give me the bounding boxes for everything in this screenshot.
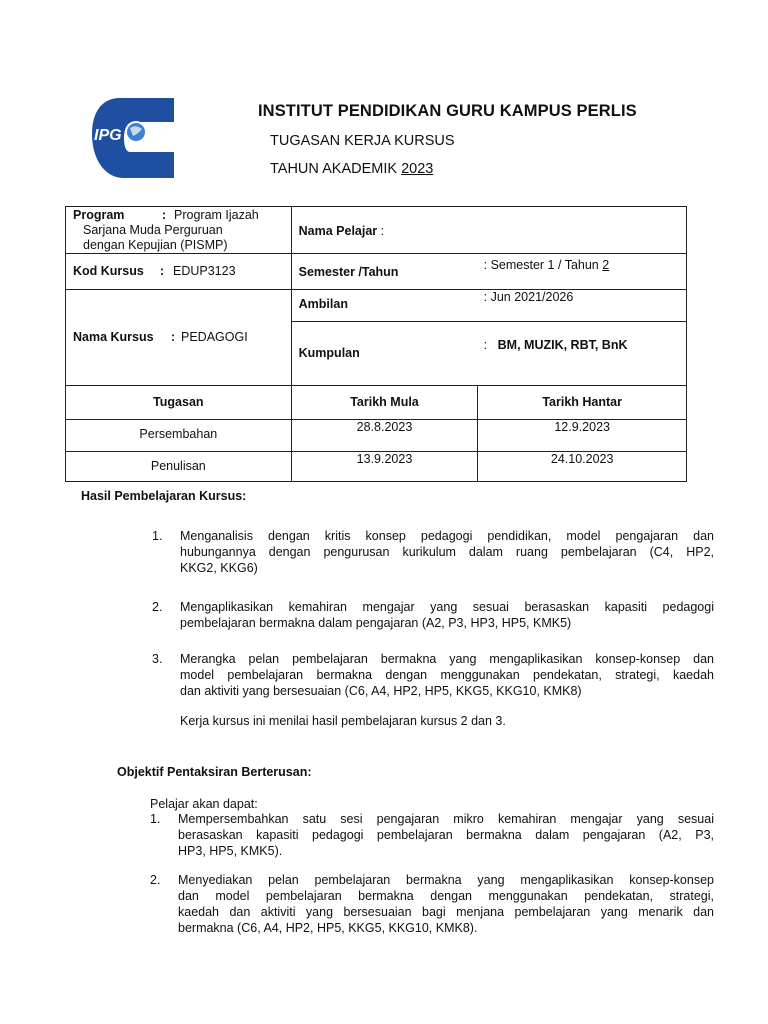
- objective-line: dan model pembelajaran bermakna dengan menggunakan pendekatan, strategi,: [178, 889, 714, 903]
- student-name-cell: [291, 207, 686, 254]
- outcome-item-1: [152, 528, 714, 576]
- student-name-sep: :: [380, 224, 385, 238]
- objective-line: Mempersembahkan satu sesi pengajaran mikro kemahiran mengajar yang sesuai: [178, 812, 714, 826]
- tasks-header-name-text: Tugasan: [153, 395, 204, 409]
- group-label: Kumpulan: [298, 346, 360, 360]
- outcomes-title: Hasil Pembelajaran Kursus:: [81, 489, 247, 503]
- group-cell: [291, 322, 686, 386]
- tasks-header-submit: [478, 386, 687, 420]
- course-name-sep: :: [171, 330, 176, 344]
- objectives-title: Objektif Pentaksiran Berterusan:: [117, 765, 312, 779]
- semester-value: [484, 258, 610, 272]
- program-line3: dengan Kepujian (PISMP): [83, 238, 228, 252]
- semester-label: Semester /Tahun: [298, 265, 399, 279]
- objective-line: HP3, HP5, KMK5).: [178, 844, 283, 858]
- course-code-sep: :: [160, 264, 165, 278]
- task-name: Persembahan: [139, 427, 218, 441]
- objective-number: 1.: [150, 812, 161, 826]
- outcome-line: Merangka pelan pembelajaran bermakna yang mengaplikasikan konsep-konsep dan: [180, 652, 714, 666]
- semester-value-year: 2: [602, 258, 610, 272]
- outcome-number: 3.: [152, 652, 163, 666]
- group-sep: :: [483, 338, 488, 352]
- outcome-line: model pembelajaran bermakna dengan menggunakan pendekatan, strategi, kaedah: [180, 668, 714, 682]
- task-submit-date: 24.10.2023: [550, 452, 614, 466]
- outcome-item-3: [152, 651, 714, 699]
- table-row: [66, 420, 687, 452]
- institute-title: INSTITUT PENDIDIKAN GURU KAMPUS PERLIS: [258, 102, 637, 120]
- outcome-line: KKG2, KKG6): [180, 561, 258, 575]
- outcome-line: Menganalisis dengan kritis konsep pedagogi pendidikan, model pengajaran dan: [180, 529, 714, 543]
- program-line2: Sarjana Muda Perguruan: [83, 223, 223, 237]
- objective-item-2: [150, 872, 714, 936]
- student-name: [299, 224, 385, 238]
- outcome-item-2: [152, 599, 714, 631]
- task-start-date: 28.8.2023: [356, 420, 413, 434]
- intake-value: : Jun 2021/2026: [483, 290, 574, 304]
- task-name: Penulisan: [150, 459, 206, 473]
- course-code-label: Kod Kursus: [73, 264, 144, 278]
- semester-value-prefix: : Semester 1 / Tahun: [483, 258, 599, 272]
- outcome-number: 2.: [152, 600, 163, 614]
- academic-year-value: 2023: [401, 161, 434, 177]
- objective-line: kaedah dan aktiviti yang bersesuaian bagi menjana pembelajaran yang menarik dan: [178, 905, 714, 919]
- program-line1: Program Ijazah: [174, 208, 259, 222]
- course-code-value: EDUP3123: [173, 264, 236, 278]
- student-name-label: Nama Pelajar: [298, 224, 378, 238]
- objective-number: 2.: [150, 873, 161, 887]
- academic-year-label: TAHUN AKADEMIK: [270, 161, 398, 177]
- outcome-line: dan aktiviti yang bersesuaian (C6, A4, HP2, HP5, KKG5, KKG10, KMK8): [180, 684, 582, 698]
- ipg-logo-icon: [90, 96, 176, 180]
- svg-text:IPG: IPG: [94, 127, 122, 144]
- academic-year: [270, 161, 433, 177]
- course-name-cell: [66, 290, 292, 386]
- objective-line: Menyediakan pelan pembelajaran bermakna yang mengaplikasikan konsep-konsep: [178, 873, 714, 887]
- outcome-line: Mengaplikasikan kemahiran mengajar yang sesuai berasaskan kapasiti pedagogi: [180, 600, 714, 614]
- intake-cell: [291, 290, 686, 322]
- program-sep: :: [162, 208, 167, 222]
- table-row: [66, 452, 687, 482]
- semester-cell: [291, 254, 686, 290]
- outcomes-note: Kerja kursus ini menilai hasil pembelajaran kursus 2 dan 3.: [180, 714, 506, 728]
- course-code-cell: [66, 254, 292, 290]
- program-label: Program: [73, 208, 125, 222]
- course-name-value: PEDAGOGI: [181, 330, 248, 344]
- group-value: BM, MUZIK, RBT, BnK: [497, 338, 628, 352]
- outcome-line: pembelajaran bermakna dalam pengajaran (A2, P3, HP3, HP5, KMK5): [180, 616, 572, 630]
- objective-line: bermakna (C6, A4, HP2, HP5, KKG5, KKG10, KMK8).: [178, 921, 478, 935]
- course-name-label: Nama Kursus: [73, 330, 154, 344]
- program-cell: [66, 207, 292, 254]
- outcome-number: 1.: [152, 529, 163, 543]
- tasks-header-start: [291, 386, 478, 420]
- objective-item-1: [150, 811, 714, 859]
- task-title: TUGASAN KERJA KURSUS: [270, 133, 455, 149]
- tasks-header-submit-text: Tarikh Hantar: [542, 395, 622, 409]
- objectives-intro: Pelajar akan dapat:: [150, 797, 258, 811]
- intake-label: Ambilan: [298, 297, 348, 311]
- course-info-table: [65, 206, 687, 482]
- ipg-logo: [90, 96, 176, 180]
- task-submit-date: 12.9.2023: [554, 420, 610, 434]
- outcome-line: hubungannya dengan pengurusan kurikulum dalam ruang pembelajaran (C4, HP2,: [180, 545, 714, 559]
- tasks-header-name: [66, 386, 292, 420]
- tasks-header-start-text: Tarikh Mula: [350, 395, 419, 409]
- objective-line: berasaskan kapasiti pedagogi pembelajaran bermakna dalam pengajaran (A2, P3,: [178, 828, 714, 842]
- task-start-date: 13.9.2023: [356, 452, 413, 466]
